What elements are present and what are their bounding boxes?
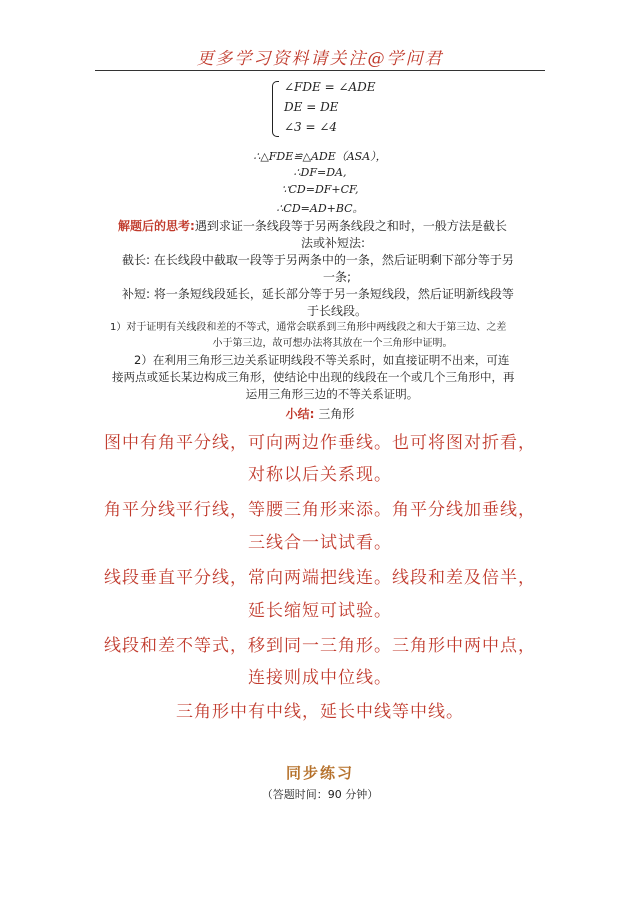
note-2-line-1: 2）在利用三角形三边关系证明线段不等关系时，如直接证明不出来，可连 bbox=[134, 353, 510, 367]
rhyme-line-4: 三线合一试试看。 bbox=[248, 533, 392, 553]
practice-title: 同步练习 bbox=[285, 764, 354, 782]
note-2-line-2: 接两点或延长某边构成三角形，使结论中出现的线段在一个或几个三角形中，再 bbox=[112, 370, 515, 384]
proof-conclusion: ∴CD=AD+BC。 bbox=[276, 202, 364, 215]
cut-line-1: 截长: 在长线段中截取一段等于另两条中的一条，然后证明剩下部分等于另 bbox=[122, 253, 514, 267]
brace bbox=[272, 81, 279, 137]
equation-line-3: ∠3 = ∠4 bbox=[284, 120, 338, 134]
proof-congruent: ∴△FDE≌△ADE（ASA）， bbox=[253, 150, 387, 163]
fill-method bbox=[122, 286, 552, 320]
summary-topic: 三角形 bbox=[318, 407, 355, 421]
equation-line-2: DE = DE bbox=[284, 100, 339, 114]
fill-line-1: 补短: 将一条短线段延长，延长部分等于另一条短线段，然后证明新线段等 bbox=[122, 287, 514, 301]
note-2 bbox=[112, 352, 552, 403]
reflection-intro-1: 遇到求证一条线段等于另两条线段之和时，一般方法是截长 bbox=[194, 219, 507, 233]
fill-line-2: 于长线段。 bbox=[306, 304, 367, 318]
rhyme-line-7: 线段和差不等式，移到同一三角形。三角形中两中点， bbox=[104, 636, 536, 656]
summary-line bbox=[0, 405, 640, 422]
rhyme-line-8: 连接则成中位线。 bbox=[248, 668, 392, 688]
proof-df-da: ∴DF=DA, bbox=[293, 166, 347, 179]
reflection-block bbox=[118, 218, 548, 252]
rhyme-line-6: 延长缩短可试验。 bbox=[248, 601, 392, 621]
header-divider bbox=[95, 70, 545, 71]
rhyme-line-2: 对称以后关系现。 bbox=[248, 465, 392, 485]
note-1-line-1: 1）对于证明有关线段和差的不等式，通常会联系到三角形中两线段之和大于第三边、之差 bbox=[110, 322, 507, 333]
reflection-label: 解题后的思考: bbox=[118, 219, 195, 233]
note-1 bbox=[110, 320, 555, 352]
cut-line-2: 一条; bbox=[322, 270, 352, 284]
rhyme-line-9: 三角形中有中线，延长中线等中线。 bbox=[176, 702, 464, 722]
summary-label: 小结: bbox=[285, 407, 315, 421]
reflection-intro-2: 法或补短法: bbox=[300, 236, 366, 250]
equation-line-1: ∠FDE = ∠ADE bbox=[284, 80, 376, 94]
rhyme-line-3: 角平分线平行线，等腰三角形来添。角平分线加垂线， bbox=[104, 500, 536, 520]
header-title: 更多学习资料请关注@学问君 bbox=[196, 49, 444, 69]
cut-method bbox=[122, 252, 552, 286]
practice-time-note: （答题时间：90 分钟） bbox=[261, 788, 379, 801]
rhyme-line-5: 线段垂直平分线，常向两端把线连。线段和差及倍半， bbox=[104, 568, 536, 588]
rhyme-line-1: 图中有角平分线，可向两边作垂线。也可将图对折看， bbox=[104, 433, 536, 453]
note-2-line-3: 运用三角形三边的不等关系证明。 bbox=[245, 387, 419, 401]
proof-cd-sum: ∵CD=DF+CF, bbox=[281, 183, 359, 196]
note-1-line-2: 小于第三边，故可想办法将其放在一个三角形中证明。 bbox=[212, 338, 453, 349]
